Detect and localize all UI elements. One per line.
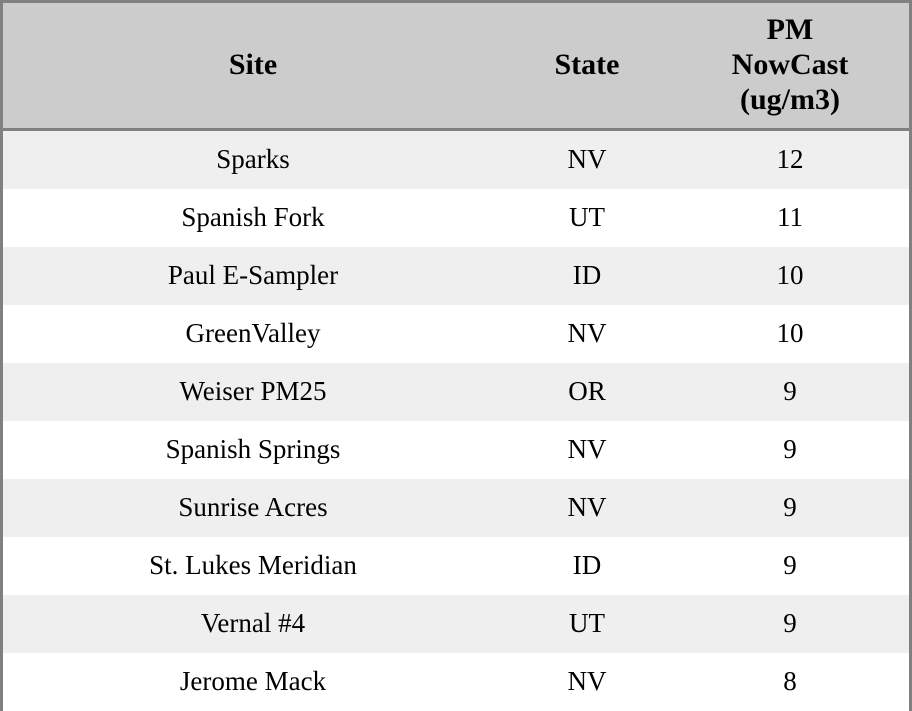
cell-state: UT <box>569 608 605 638</box>
column-header-pm-line3: (ug/m3) <box>740 82 840 116</box>
column-header-pm-line1: PM <box>766 13 814 47</box>
cell-pm-nowcast: 12 <box>776 144 804 174</box>
cell-state: NV <box>567 434 607 464</box>
column-header-state: State <box>503 3 671 129</box>
cell-site: Sparks <box>216 144 290 174</box>
table-row <box>3 305 909 363</box>
table-row <box>3 363 909 421</box>
cell-pm-nowcast: 9 <box>783 434 797 464</box>
table-row <box>3 421 909 479</box>
table-row <box>3 537 909 595</box>
cell-pm-nowcast: 9 <box>783 376 797 406</box>
cell-pm-nowcast: 10 <box>776 318 804 348</box>
cell-state: NV <box>567 318 607 348</box>
cell-state: NV <box>567 492 607 522</box>
cell-pm-nowcast: 11 <box>777 202 803 232</box>
cell-state: NV <box>567 144 607 174</box>
cell-site: Weiser PM25 <box>179 376 327 406</box>
cell-site: Sunrise Acres <box>178 492 328 522</box>
table-row <box>3 479 909 537</box>
cell-site: Vernal #4 <box>200 608 306 638</box>
cell-pm-nowcast: 10 <box>776 260 804 290</box>
cell-site: Paul E-Sampler <box>167 260 339 290</box>
cell-pm-nowcast: 8 <box>783 666 797 696</box>
cell-pm-nowcast: 9 <box>783 492 797 522</box>
column-header-pm-line2: NowCast <box>731 47 849 81</box>
cell-state: OR <box>568 376 606 406</box>
cell-site: Spanish Fork <box>181 202 325 232</box>
cell-site: St. Lukes Meridian <box>149 550 357 580</box>
column-header-pm-nowcast <box>671 3 909 129</box>
table-row <box>3 129 909 189</box>
table-row <box>3 247 909 305</box>
table-row <box>3 595 909 653</box>
table-row <box>3 653 909 711</box>
cell-state: UT <box>569 202 605 232</box>
cell-state: NV <box>567 666 607 696</box>
table-header-row <box>3 3 909 129</box>
table-body <box>3 129 909 711</box>
air-quality-table <box>3 3 909 711</box>
cell-site: Jerome Mack <box>179 666 327 696</box>
cell-site: GreenValley <box>185 318 321 348</box>
cell-pm-nowcast: 9 <box>783 608 797 638</box>
cell-site: Spanish Springs <box>165 434 341 464</box>
table-header <box>3 3 909 129</box>
cell-state: ID <box>572 550 602 580</box>
table-row <box>3 189 909 247</box>
column-header-site: Site <box>3 3 503 129</box>
cell-pm-nowcast: 9 <box>783 550 797 580</box>
cell-state: ID <box>572 260 602 290</box>
